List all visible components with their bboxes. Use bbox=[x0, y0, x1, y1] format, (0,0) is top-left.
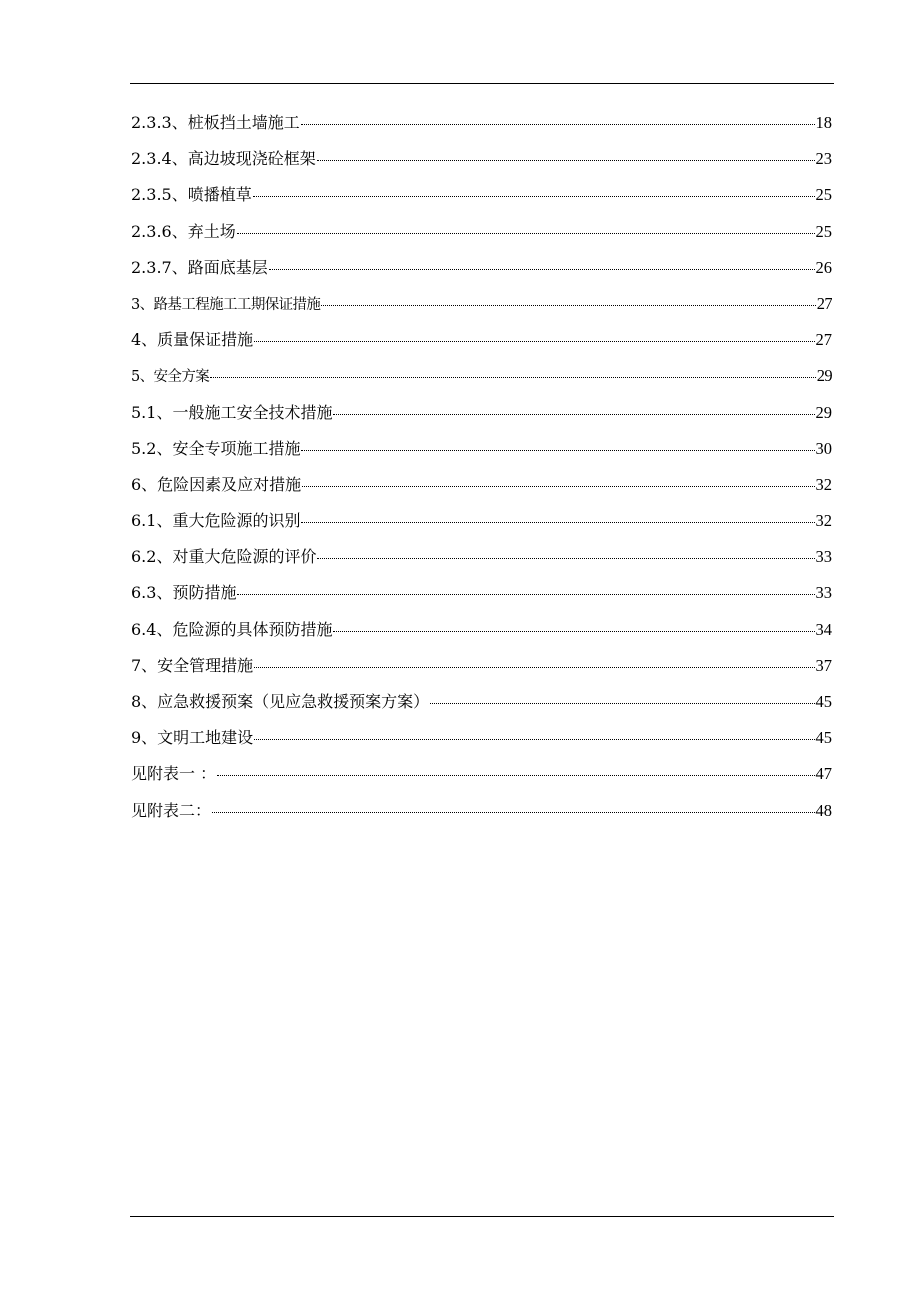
toc-dot-leader bbox=[237, 594, 814, 595]
toc-entry-title: 7、安全管理措施 bbox=[131, 655, 254, 675]
toc-entry[interactable] bbox=[131, 291, 832, 327]
toc-entry-page: 32 bbox=[815, 511, 832, 531]
toc-entry[interactable] bbox=[131, 689, 832, 725]
toc-entry-title: 2.3.7、路面底基层 bbox=[131, 257, 268, 277]
toc-entry[interactable] bbox=[131, 653, 832, 689]
toc-dot-leader bbox=[317, 558, 814, 559]
toc-entry-page: 33 bbox=[815, 547, 832, 567]
toc-entry-title: 5.1、一般施工安全技术措施 bbox=[131, 402, 333, 422]
toc-entry[interactable] bbox=[131, 617, 832, 653]
toc-entry[interactable] bbox=[131, 363, 832, 399]
toc-dot-leader bbox=[269, 269, 815, 270]
toc-entry-title: 4、质量保证措施 bbox=[131, 330, 254, 350]
toc-entry[interactable] bbox=[131, 327, 832, 363]
toc-entry-page: 25 bbox=[815, 185, 832, 205]
toc-entry-page: 29 bbox=[816, 366, 832, 386]
toc-entry-page: 48 bbox=[815, 800, 832, 820]
toc-entry-title: 8、应急救援预案（见应急救援预案方案） bbox=[131, 692, 430, 711]
toc-entry-page: 27 bbox=[816, 293, 832, 313]
toc-dot-leader bbox=[333, 414, 814, 415]
toc-entry-page: 45 bbox=[815, 728, 832, 748]
toc-entry[interactable] bbox=[131, 436, 832, 472]
toc-dot-leader bbox=[237, 233, 815, 234]
toc-entry-title: 5、安全方案 bbox=[131, 369, 210, 386]
toc-dot-leader bbox=[301, 124, 815, 125]
toc-dot-leader bbox=[253, 196, 815, 197]
toc-entry-title: 6、危险因素及应对措施 bbox=[131, 474, 302, 494]
toc-entry-page: 37 bbox=[815, 655, 832, 675]
toc-dot-leader bbox=[321, 305, 815, 306]
toc-entry[interactable] bbox=[131, 472, 832, 508]
toc-entry[interactable] bbox=[131, 255, 832, 291]
toc-entry[interactable] bbox=[131, 580, 832, 616]
toc-entry-title: 6.2、对重大危险源的评价 bbox=[131, 547, 317, 567]
toc-entry-title: 见附表一 ： bbox=[131, 764, 217, 784]
toc-entry-title: 6.4、危险源的具体预防措施 bbox=[131, 619, 333, 639]
toc-entry-page: 23 bbox=[815, 149, 832, 169]
toc-dot-leader bbox=[301, 522, 814, 523]
toc-entry-page: 29 bbox=[815, 402, 832, 422]
toc-entry-title: 3、路基工程施工工期保证措施 bbox=[131, 296, 321, 313]
toc-entry[interactable] bbox=[131, 110, 832, 146]
toc-dot-leader bbox=[212, 812, 814, 813]
toc-entry-page: 47 bbox=[815, 764, 832, 784]
toc-entry-title: 2.3.6、弃土场 bbox=[131, 221, 236, 241]
toc-dot-leader bbox=[302, 486, 814, 487]
toc-entry[interactable] bbox=[131, 508, 832, 544]
toc-dot-leader bbox=[217, 775, 814, 776]
toc-entry-title: 2.3.5、喷播植草 bbox=[131, 185, 252, 205]
table-of-contents bbox=[131, 110, 832, 834]
toc-entry-page: 25 bbox=[815, 221, 832, 241]
toc-entry-title: 2.3.3、桩板挡土墙施工 bbox=[131, 113, 300, 132]
toc-dot-leader bbox=[254, 341, 814, 342]
toc-entry[interactable] bbox=[131, 146, 832, 182]
toc-dot-leader bbox=[301, 450, 814, 451]
toc-entry[interactable] bbox=[131, 761, 832, 797]
toc-entry-page: 30 bbox=[815, 438, 832, 458]
toc-entry[interactable] bbox=[131, 798, 832, 834]
toc-entry-page: 18 bbox=[815, 113, 832, 132]
toc-entry-page: 33 bbox=[815, 583, 832, 603]
toc-entry-title: 2.3.4、高边坡现浇砼框架 bbox=[131, 149, 316, 169]
toc-entry[interactable] bbox=[131, 544, 832, 580]
toc-dot-leader bbox=[430, 703, 814, 704]
toc-entry[interactable] bbox=[131, 400, 832, 436]
toc-dot-leader bbox=[317, 160, 815, 161]
toc-entry-page: 45 bbox=[815, 692, 832, 711]
toc-entry-title: 6.3、预防措施 bbox=[131, 583, 237, 603]
toc-entry-page: 34 bbox=[815, 619, 832, 639]
toc-entry-title: 6.1、重大危险源的识别 bbox=[131, 511, 301, 531]
toc-entry-title: 见附表二： bbox=[131, 800, 212, 820]
toc-dot-leader bbox=[333, 631, 814, 632]
toc-entry-page: 27 bbox=[815, 330, 832, 350]
toc-entry[interactable] bbox=[131, 182, 832, 218]
toc-entry-page: 32 bbox=[815, 474, 832, 494]
toc-entry-page: 26 bbox=[815, 257, 832, 277]
toc-entry[interactable] bbox=[131, 725, 832, 761]
toc-entry-title: 9、文明工地建设 bbox=[131, 728, 254, 748]
toc-entry-title: 5.2、安全专项施工措施 bbox=[131, 438, 301, 458]
toc-entry[interactable] bbox=[131, 219, 832, 255]
footer-rule bbox=[130, 1216, 834, 1217]
toc-dot-leader bbox=[254, 667, 814, 668]
toc-dot-leader bbox=[210, 377, 816, 378]
header-rule bbox=[130, 83, 834, 84]
toc-dot-leader bbox=[254, 739, 814, 740]
